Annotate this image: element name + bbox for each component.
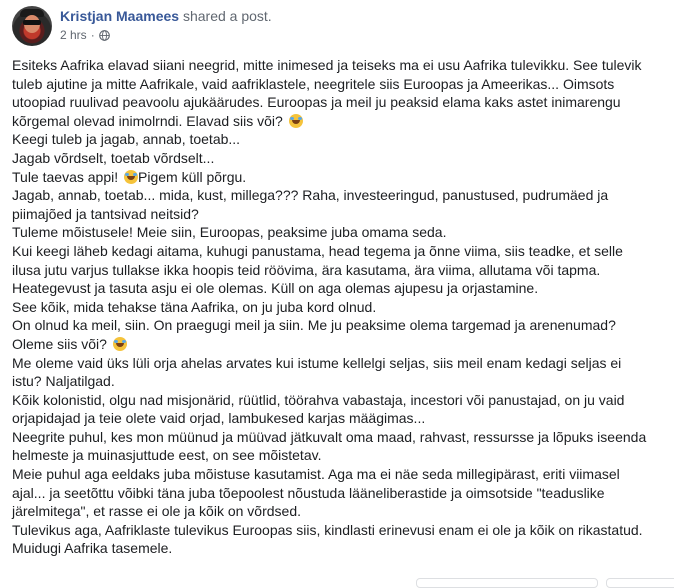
paragraph: Tule taevas appi! Pigem küll põrgu. [12, 168, 247, 185]
paragraph: Tulevikus aga, Aafriklaste tulevikus Euroopas siis, kindlasti erinevusi enam ei ole ja kõik on rikastatud. [12, 521, 643, 538]
globe-icon[interactable] [99, 30, 110, 41]
post-timestamp[interactable]: 2 hrs [60, 28, 87, 42]
paragraph: Heategevust ja tasuta asju ei ole olemas. Küll on aga olemas ajupesu ja orjastamine. [12, 280, 539, 297]
paragraph: Me oleme vaid üks lüli orja ahelas arvates kui istume kellelgi seljas, siis meil enam kedagi seljas ei istu? Naljatilgad. [12, 354, 622, 390]
overlay-panel-edge [416, 578, 598, 588]
paragraph: On olnud ka meil, siin. On praegugi meil ja siin. Me ju peaksime olema targemad ja arenenumad? Oleme siis või? [12, 317, 616, 352]
paragraph: Esiteks Aafrika elavad siiani neegrid, mitte inimesed ja teiseks ma ei usu Aafrika tulevikku. See tulevik tuleb ajutine ja mitte Aafrikale, vaid aafriklastele, neegritele siis Euroopas ja Ameerikas... Oimsots utoopiad ruulivad peavoolu ajukäärudes. Euroopas ja meil ju peaksid elama kaks astet inimarengu kõrgemal olevad inimolrndi. Elavad siis või? [12, 57, 642, 129]
laughing-emoji-icon [124, 170, 138, 184]
paragraph: Muidugi Aafrika tasemele. [12, 540, 173, 557]
meta-separator: · [90, 28, 95, 42]
paragraph: Keegi tuleb ja jagab, annab, toetab... [12, 131, 241, 148]
shared-action-text: shared a post. [182, 8, 272, 24]
paragraph: Jagab võrdselt, toetab võrdselt... [12, 149, 215, 166]
paragraph: Tuleme mõistusele! Meie siin, Euroopas, peaksime juba omama seda. [12, 224, 447, 241]
paragraph: Jagab, annab, toetab... mida, kust, millega??? Raha, investeeringud, panustused, pudrumäed ja piimajõed ja tantsivad neitsid? [12, 187, 609, 222]
post-text [12, 56, 652, 558]
author-line [60, 8, 272, 24]
avatar[interactable] [12, 6, 52, 46]
author-name-link[interactable]: Kristjan Maamees [60, 8, 180, 24]
paragraph: Kõik kolonistid, olgu nad misjonärid, rüütlid, töörahva vabastaja, incestori või panustajad, on ju vaid orjapidajad ja teie olete vaid orjad, lambukesed karjas määgimas... [12, 391, 625, 427]
post-header [12, 6, 652, 46]
post-meta [60, 28, 110, 42]
paragraph: Neegrite puhul, kes mon müünud ja müüvad jätkuvalt oma maad, rahvast, ressursse ja lõpuks iseenda helmeste ja muinasjuttude eest, on see mõistetav. [12, 428, 647, 464]
laughing-emoji-icon [113, 337, 127, 351]
paragraph: Meie puhul aga eeldaks juba mõistuse kasutamist. Aga ma ei näe seda millegipärast, eriti viimasel ajal... ja seetõttu võibki täna juba tõepoolest nõustuda lääneliberastide ja oimsotside "teaduslike järelmitega", et rasse ei ole ja kõik on võrdsed. [12, 466, 620, 520]
paragraph: Kui keegi läheb kedagi aitama, kuhugi panustama, head tegema ja õnne viima, siis teadke, et selle ilusa jutu varjus tullakse ikka hoopis teid röövima, ära kasutama, ära viima, allutama või tapma. [12, 242, 623, 278]
paragraph: See kõik, mida tehakse täna Aafrika, on ju juba kord olnud. [12, 298, 377, 315]
overlay-panel-edge [606, 578, 674, 588]
laughing-emoji-icon [289, 114, 303, 128]
